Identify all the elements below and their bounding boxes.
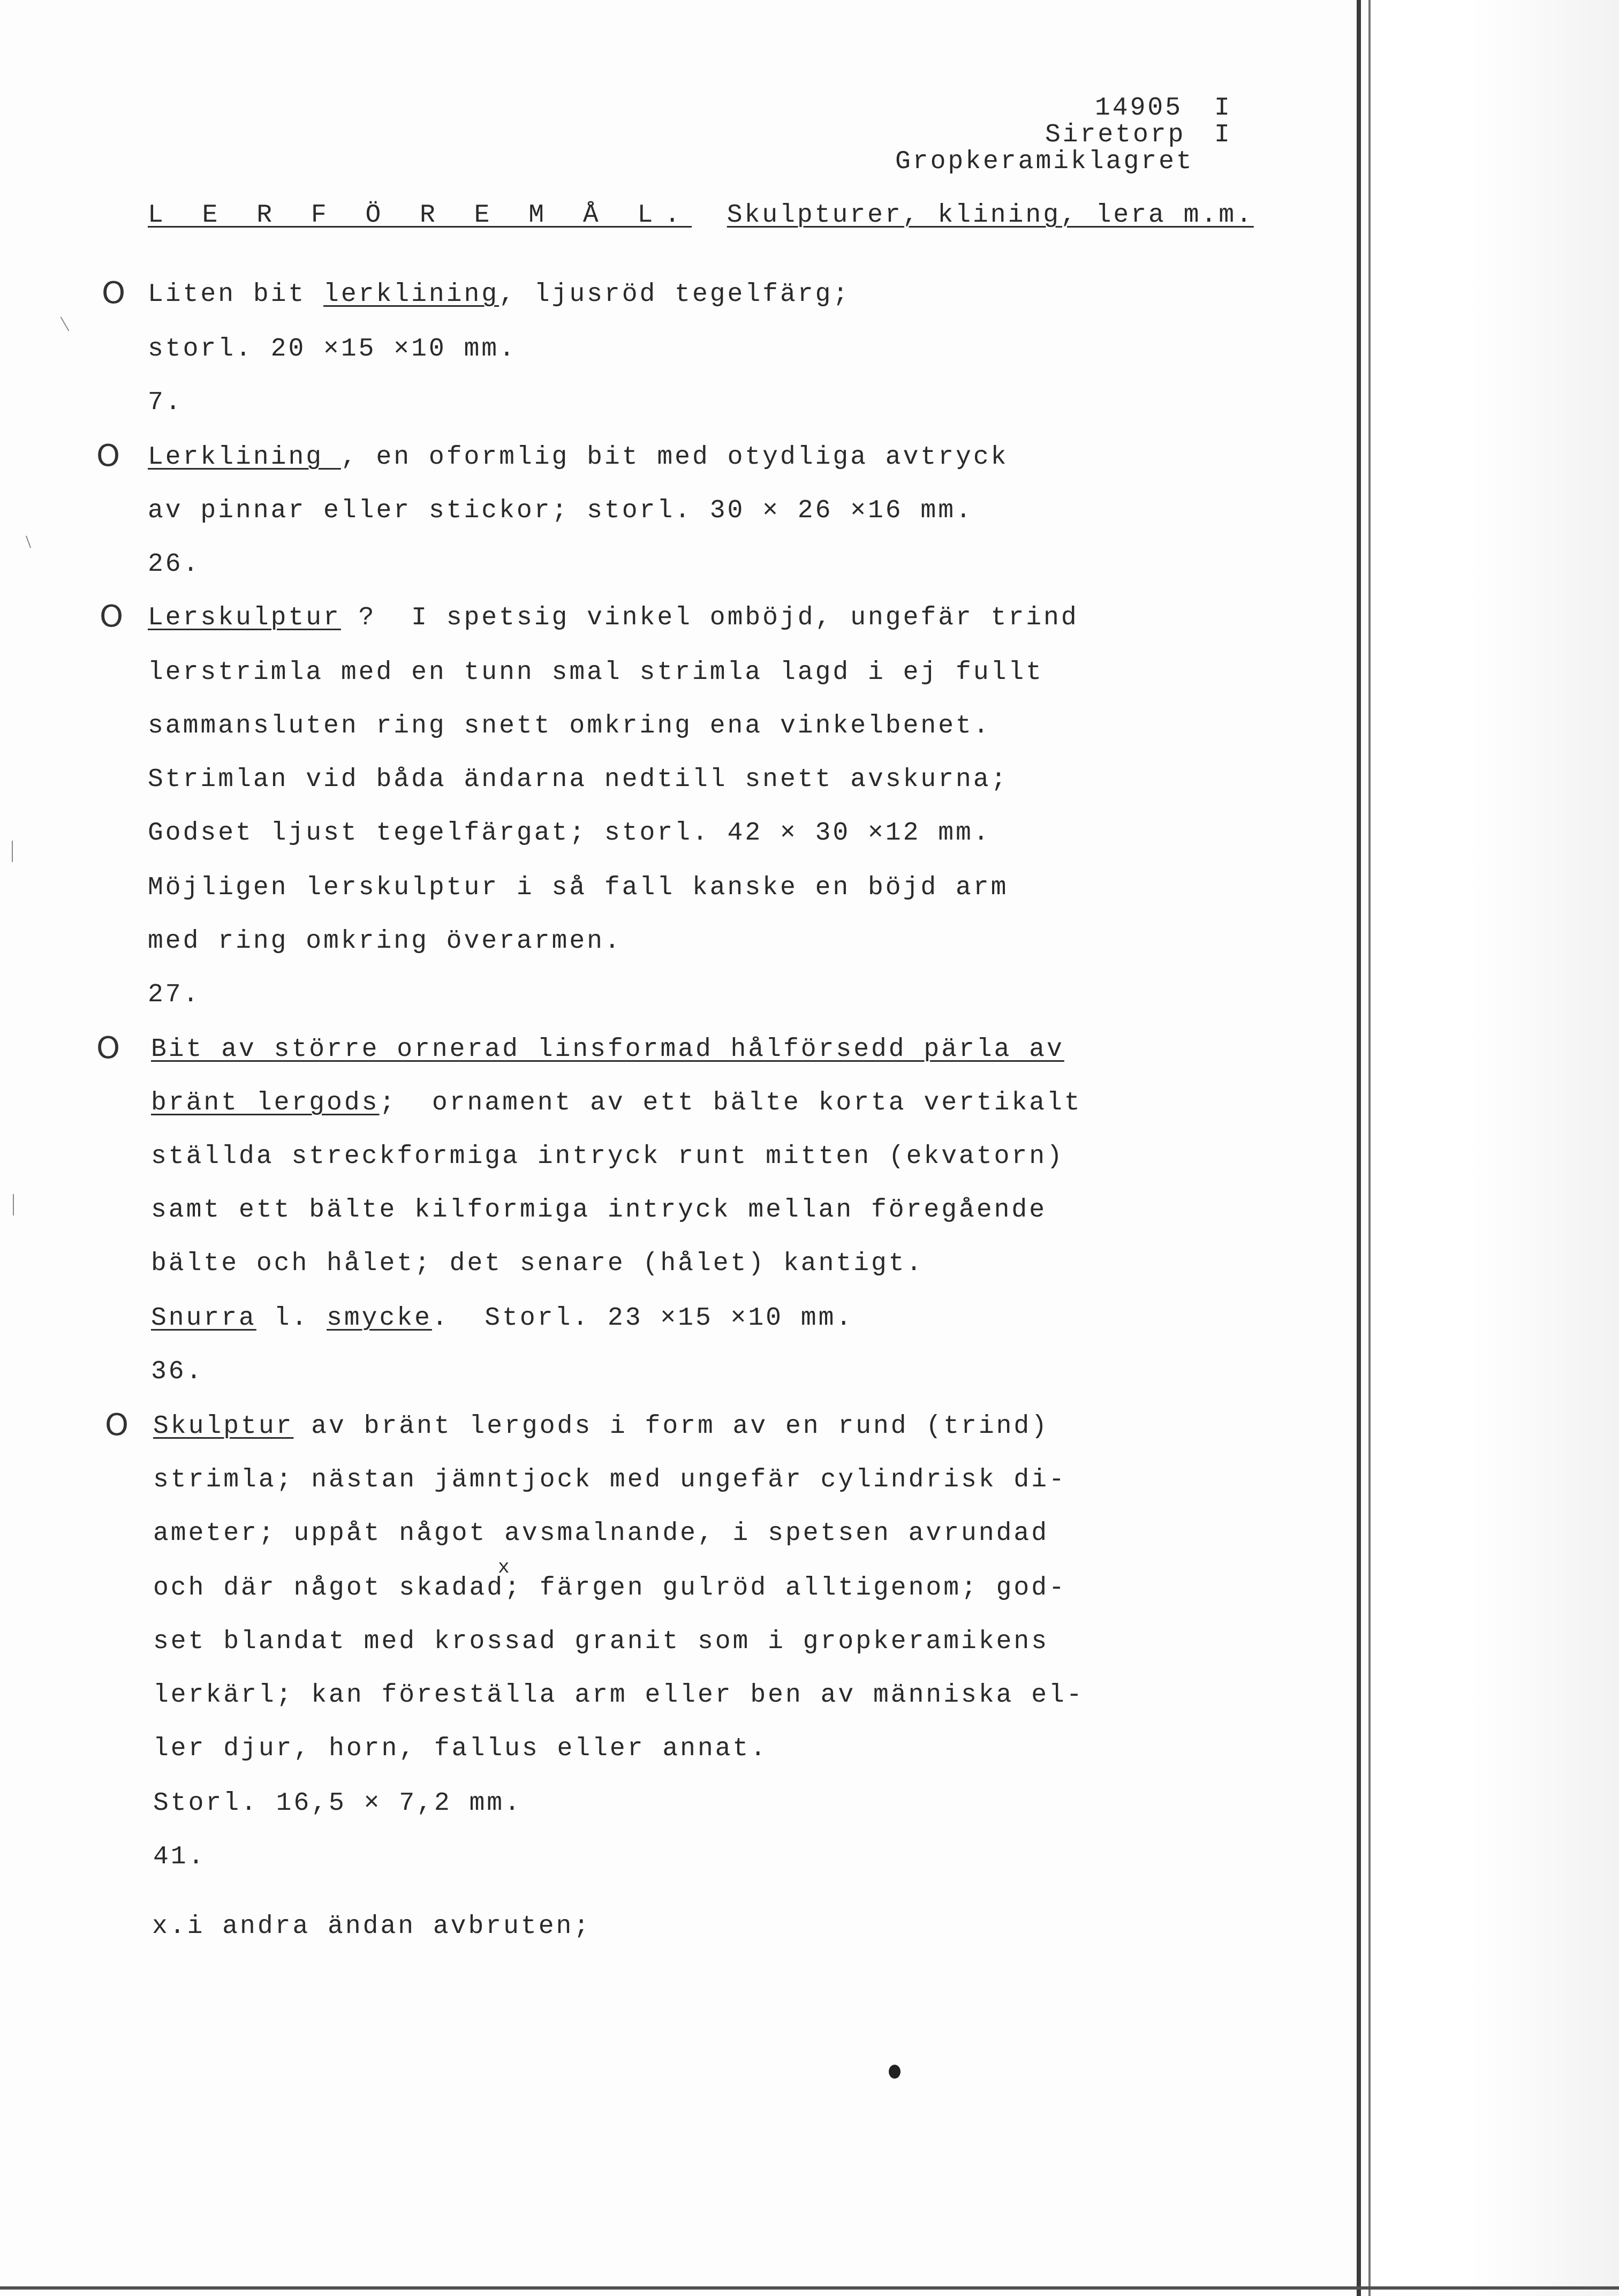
line-text: ler djur, horn, fallus eller annat. <box>153 1734 768 1763</box>
line-text: 26. <box>148 550 201 579</box>
line-text: l. <box>256 1304 327 1333</box>
page-edge-shadow <box>1371 0 1619 2296</box>
line-text: av pinnar eller stickor; storl. 30 × 26 ×16 mm. <box>148 496 973 525</box>
line-text: Strimlan vid båda ändarna nedtill snett avskurna; <box>148 765 1009 794</box>
scan-mark <box>26 535 31 548</box>
underlined-term: Snurra <box>151 1304 256 1333</box>
entry-line <box>148 925 622 957</box>
page-binding-edge <box>1357 0 1361 2296</box>
entry-line <box>153 1517 1049 1550</box>
line-text: storl. 20 ×15 ×10 mm. <box>148 335 517 364</box>
underlined-term: lerklining <box>323 280 500 309</box>
line-text: set blandat med krossad granit som i gropkeramikens <box>153 1627 1049 1656</box>
line-text: lerstrimla med en tunn smal strimla lagd i ej fullt <box>148 658 1044 687</box>
entry-line <box>153 1464 1066 1496</box>
insertion-mark: x <box>498 1557 510 1578</box>
entry-marker: O <box>96 1031 120 1066</box>
entry-line <box>148 495 973 527</box>
entry-marker: O <box>102 276 126 311</box>
entry-line <box>153 1733 768 1765</box>
entry-line <box>153 1410 1049 1442</box>
line-text: 36. <box>151 1357 204 1386</box>
site-name-suffix: I <box>1214 120 1232 149</box>
entry-marker: O <box>96 439 120 473</box>
entry-line <box>148 656 1043 689</box>
underlined-term: Lerklining <box>148 443 341 472</box>
line-text: ; ornament av ett bälte korta vertikalt <box>379 1089 1082 1117</box>
scan-mark <box>60 317 70 331</box>
layer-name: Gropkeramiklagret <box>895 147 1194 176</box>
line-text: ? I spetsig vinkel omböjd, ungefär trind <box>341 603 1079 632</box>
entry-line <box>151 1033 1064 1066</box>
line-text: sammansluten ring snett omkring ena vinkelbenet. <box>148 712 991 741</box>
entry-line <box>148 602 1079 634</box>
line-text: , ljusröd tegelfärg; <box>499 280 851 309</box>
catalog-number-suffix: I <box>1214 94 1232 123</box>
line-text: med ring omkring överarmen. <box>148 927 622 956</box>
entry-line <box>148 441 1008 473</box>
entry-line <box>153 1841 206 1873</box>
line-text: lerkärl; kan föreställa arm eller ben av människa el- <box>153 1681 1084 1710</box>
entry-line <box>148 548 200 580</box>
page-binding-edge-inner <box>1368 0 1371 2296</box>
entry-line <box>148 817 991 849</box>
entry-line <box>148 333 517 365</box>
line-text: samt ett bälte kilformiga intryck mellan föregående <box>151 1196 1047 1225</box>
scan-mark <box>13 1194 14 1215</box>
heading-subtitle: Skulpturer, klining, lera m.m. <box>727 201 1254 230</box>
entry-line <box>153 1787 522 1819</box>
heading-title: L E R F Ö R E M Å L. <box>148 201 692 230</box>
entry-line <box>153 1679 1084 1711</box>
entry-marker: O <box>105 1408 129 1442</box>
entry-line <box>151 1302 853 1334</box>
underlined-term: Bit av större ornerad linsformad hålförsedd pärla av <box>151 1035 1064 1064</box>
footnote: x.i andra ändan avbruten; <box>152 1912 592 1941</box>
line-text: Liten bit <box>148 280 324 309</box>
heading <box>148 199 1254 231</box>
line-text: strimla; nästan jämntjock med ungefär cylindrisk di- <box>153 1466 1066 1494</box>
entry-line <box>148 979 200 1011</box>
entry-line <box>148 278 850 311</box>
page-bottom-edge <box>0 2286 1619 2290</box>
entry-line <box>151 1087 1082 1119</box>
scan-mark <box>12 841 13 862</box>
entry-line <box>148 710 991 742</box>
underlined-term: bränt lergods <box>151 1089 380 1117</box>
line-text: och där något skadad; färgen gulröd alltigenom; god- <box>153 1574 1066 1603</box>
entry-line <box>148 872 1008 904</box>
line-text: Godset ljust tegelfärgat; storl. 42 × 30 ×12 mm. <box>148 819 991 848</box>
line-text: ameter; uppåt något avsmalnande, i spetsen avrundad <box>153 1519 1049 1548</box>
line-text: . Storl. 23 ×15 ×10 mm. <box>432 1304 854 1333</box>
line-text: bälte och hålet; det senare (hålet) kantigt. <box>151 1249 924 1278</box>
entry-line <box>148 387 183 419</box>
line-text: Möjligen lerskulptur i så fall kanske en böjd arm <box>148 873 1009 902</box>
ink-blot <box>889 2065 901 2079</box>
entry-line <box>153 1626 1049 1658</box>
entry-marker: O <box>100 599 124 634</box>
entry-line <box>151 1194 1047 1226</box>
line-text: ställda streckformiga intryck runt mitten (ekvatorn) <box>151 1142 1064 1171</box>
site-name: Siretorp <box>1045 120 1186 149</box>
underlined-term: smycke <box>327 1304 432 1333</box>
entry-line <box>148 764 1008 796</box>
line-text: av bränt lergods i form av en rund (trind) <box>293 1412 1049 1441</box>
entry-line <box>151 1141 1064 1173</box>
entry-line <box>151 1248 924 1280</box>
line-text: Storl. 16,5 × 7,2 mm. <box>153 1789 522 1818</box>
entry-line <box>151 1356 203 1388</box>
entry-line <box>153 1572 1066 1604</box>
underlined-term: Skulptur <box>153 1412 294 1441</box>
line-text: 27. <box>148 980 201 1009</box>
line-text: , en oformlig bit med otydliga avtryck <box>341 443 1009 472</box>
underlined-term: Lerskulptur <box>148 603 341 632</box>
line-text: 41. <box>153 1842 206 1871</box>
line-text: 7. <box>148 388 183 417</box>
catalog-number: 14905 <box>1095 94 1183 123</box>
